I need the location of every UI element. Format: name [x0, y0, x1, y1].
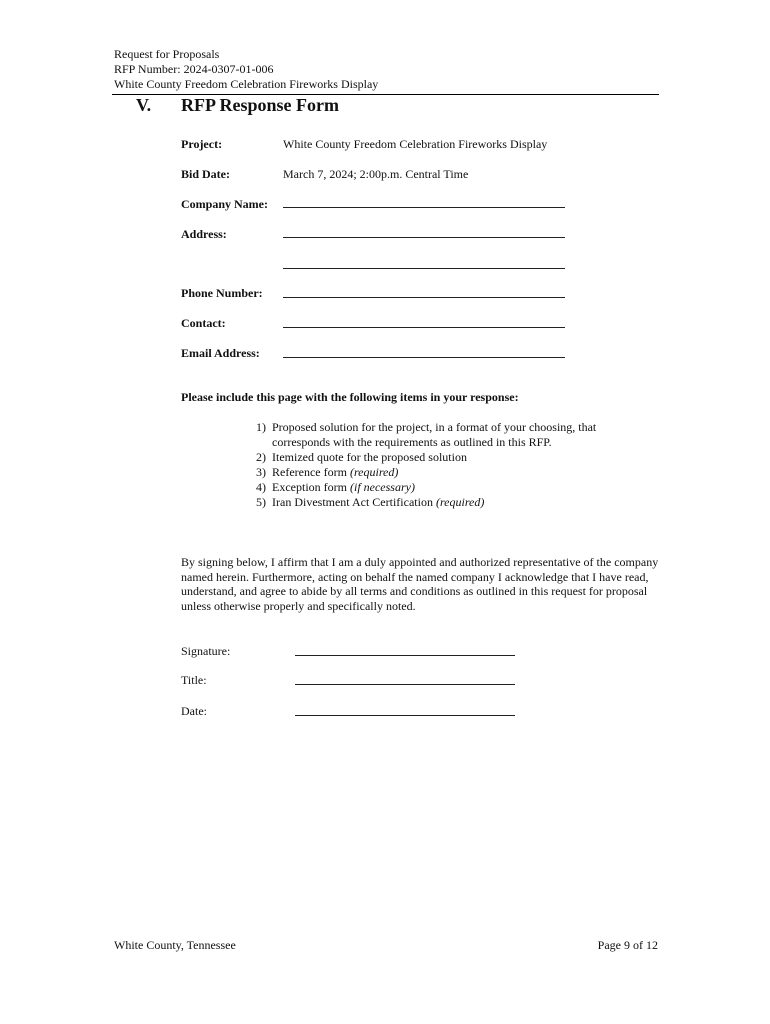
- company-name-field[interactable]: [283, 207, 565, 208]
- list-item-number: 5): [256, 495, 266, 509]
- list-item-note: (required): [349, 465, 399, 479]
- title-field[interactable]: [295, 684, 515, 685]
- email-address-label: Email Address:: [181, 346, 260, 360]
- list-item-number: 4): [256, 480, 266, 494]
- contact-field[interactable]: [283, 327, 565, 328]
- list-item-text: Reference form: [272, 465, 350, 479]
- list-item-number: 1): [256, 420, 266, 434]
- affirmation-paragraph: By signing below, I affirm that I am a duly appointed and authorized representative of the company named herein. Furthermore, acting on behalf the named company I acknowledge that I have read, understand, and agree to abide by all terms and conditions as outlined in this request for proposal unless otherwise properly and specifically noted.: [181, 555, 659, 613]
- address-label: Address:: [181, 227, 227, 241]
- list-item: [272, 495, 484, 510]
- address-field-line-1[interactable]: [283, 237, 565, 238]
- list-item-number: 3): [256, 465, 266, 479]
- address-field-line-2[interactable]: [283, 268, 565, 269]
- header-line-1: Request for Proposals: [114, 47, 220, 61]
- contact-label: Contact:: [181, 316, 226, 330]
- signature-label: Signature:: [181, 644, 231, 658]
- header-line-2: RFP Number: 2024-0307-01-006: [114, 62, 274, 76]
- phone-number-field[interactable]: [283, 297, 565, 298]
- list-item-text-continued: corresponds with the requirements as outlined in this RFP.: [272, 435, 552, 449]
- list-item: [272, 480, 415, 495]
- instructions-heading: Please include this page with the following items in your response:: [181, 390, 519, 404]
- signature-field[interactable]: [295, 655, 515, 656]
- list-item-text: Exception form: [272, 480, 350, 494]
- date-label: Date:: [181, 704, 207, 718]
- list-item-text: Itemized quote for the proposed solution: [272, 450, 467, 464]
- list-item-text: Proposed solution for the project, in a format of your choosing, that: [272, 420, 597, 434]
- email-address-field[interactable]: [283, 357, 565, 358]
- project-label: Project:: [181, 137, 223, 151]
- section-number: V.: [136, 95, 152, 115]
- date-field[interactable]: [295, 715, 515, 716]
- title-label: Title:: [181, 673, 207, 687]
- list-item-note: (required): [435, 495, 485, 509]
- footer-county: White County, Tennessee: [114, 938, 236, 952]
- bid-date-value: March 7, 2024; 2:00p.m. Central Time: [283, 167, 469, 181]
- bid-date-label: Bid Date:: [181, 167, 230, 181]
- section-title: RFP Response Form: [181, 95, 339, 115]
- list-item-text: Iran Divestment Act Certification: [272, 495, 436, 509]
- list-item-number: 2): [256, 450, 266, 464]
- list-item-note: (if necessary): [349, 480, 415, 494]
- footer-page-number: Page 9 of 12: [597, 938, 658, 952]
- list-item: [272, 465, 398, 480]
- project-value: White County Freedom Celebration Fireworks Display: [283, 137, 548, 151]
- company-name-label: Company Name:: [181, 197, 268, 211]
- header-line-3: White County Freedom Celebration Fireworks Display: [114, 77, 379, 91]
- phone-number-label: Phone Number:: [181, 286, 263, 300]
